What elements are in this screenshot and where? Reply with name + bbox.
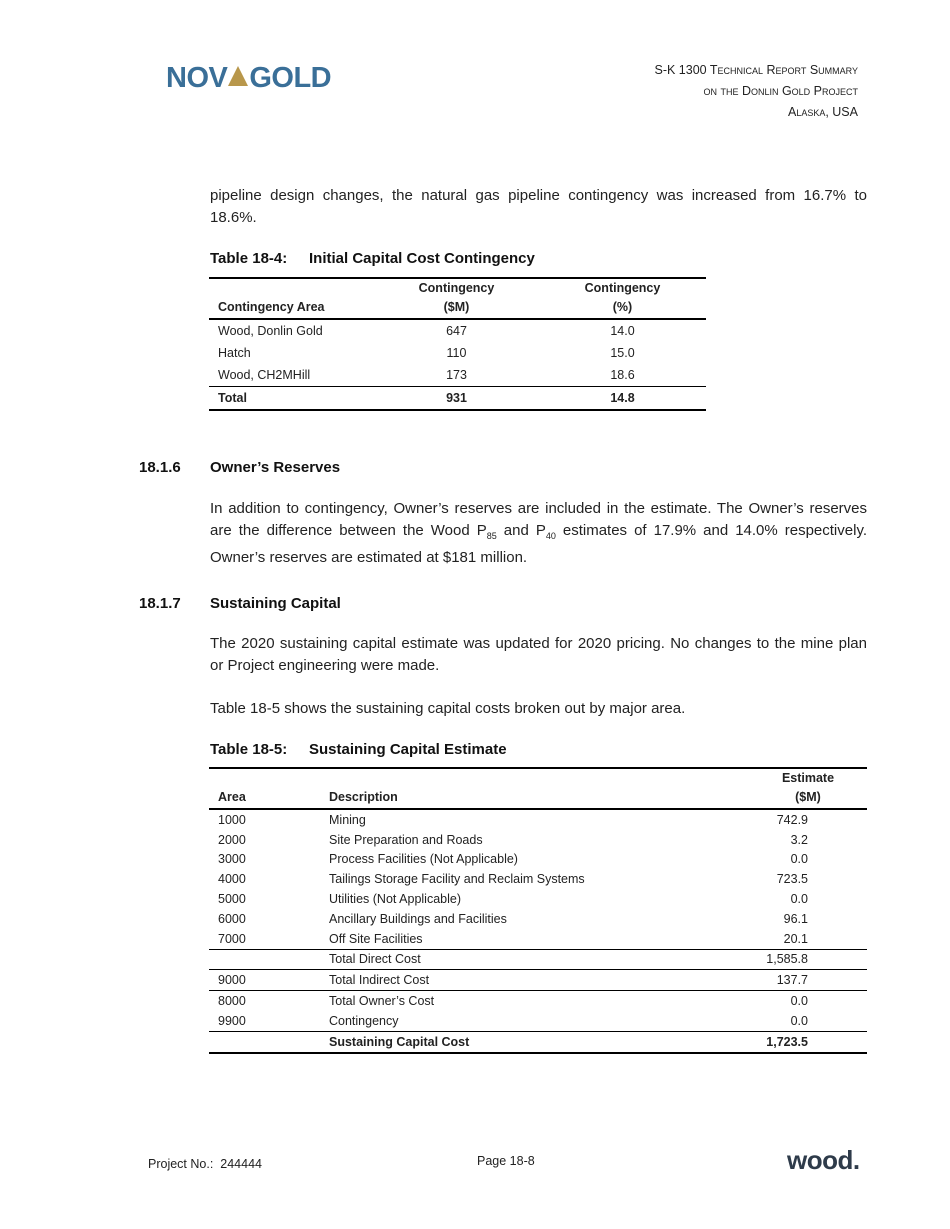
table-18-4-title: Initial Capital Cost Contingency [309,250,535,267]
cell-pct: 14.8 [539,387,706,411]
header-title-line1: S-K 1300 Technical Report Summary [654,63,858,77]
table-row: 3000 Process Facilities (Not Applicable) 0.0 [218,852,808,867]
section-title: Sustaining Capital [210,595,341,612]
sustaining-paragraph-1: The 2020 sustaining capital estimate was updated for 2020 pricing. No changes to the mine plan or Project engineering were made. [210,635,867,674]
cell-area: Wood, CH2MHill [218,368,311,382]
wood-logo: wood. [787,1145,860,1175]
col-header-pct: Contingency (%) [539,278,706,319]
sustaining-paragraph-2: Table 18-5 shows the sustaining capital costs broken out by major area. [210,700,686,717]
table-row [209,319,706,342]
table-row: 9900 Contingency 0.0 [218,1013,808,1028]
cell-cost: 647 [446,324,467,338]
section-number: 18.1.6 [139,459,181,476]
table-header-row [209,768,867,809]
cell-cost: 173 [446,368,467,382]
owners-reserves-paragraph: In addition to contingency, Owner’s reserves are included in the estimate. The Owner’s reserves are the difference between the Wood $P_{85}$ and $P_{40}$ estimates of 17.9% and 14.0% respectively. Owner’s reserves are estimated at $181 million. [210,500,867,566]
cell-pct: 15.0 [610,346,635,360]
cell-pct: 14.0 [610,324,635,338]
table-row [209,342,706,364]
table-18-5-title: Sustaining Capital Estimate [309,741,507,758]
sustaining-capital-table [209,767,867,1054]
table-row [209,364,706,387]
table-row: 9000 Total Indirect Cost 137.7 [209,970,867,991]
table-subtotal-row: Total Direct Cost 1,585.8 [209,949,867,970]
table-18-5-caption [210,741,507,758]
table-header-row [209,278,706,319]
cell-area: Wood, Donlin Gold [218,324,323,338]
table-row: 5000 Utilities (Not Applicable) 0.0 [218,892,808,907]
col-header-estimate: Estimate ($M) [749,768,867,809]
cell-cost: 110 [446,346,467,360]
report-header [655,60,859,123]
logo-triangle-icon [228,66,248,86]
section-title: Owner’s Reserves [210,459,341,476]
cell-pct: 18.6 [610,368,635,382]
col-header-area: Area [209,768,329,809]
header-title-line2: on the Donlin Gold Project [703,84,858,98]
table-total-row: Sustaining Capital Cost 1,723.5 [209,1031,867,1052]
table-row: 4000 Tailings Storage Facility and Reclaim Systems 723.5 [218,872,808,887]
col-header-cost: Contingency ($M) [374,278,539,319]
table-18-4-number: Table 18-4: [210,250,288,267]
cell-area: Hatch [218,346,251,360]
cell-cost: 931 [374,387,539,411]
intro-paragraph: pipeline design changes, the natural gas pipeline contingency was increased from 16.7% to 18.6%. [210,187,867,226]
table-row: 2000 Site Preparation and Roads 3.2 [218,832,808,847]
table-total-row [209,387,706,411]
novagold-logo: NOV GOLD [166,62,332,94]
page-number: Page 18-8 [477,1154,535,1168]
col-header-area: Contingency Area [209,278,374,319]
contingency-table [209,277,706,411]
header-title-line3: Alaska, USA [787,105,858,119]
table-18-4-caption [210,250,535,267]
table-18-5-number: Table 18-5: [210,741,288,758]
cell-area: Total [209,387,374,411]
table-row: 8000 Total Owner’s Cost 0.0 [209,991,867,1011]
section-number: 18.1.7 [139,595,181,612]
col-header-description: Description [329,768,749,809]
project-number: Project No.: 244444 [148,1157,262,1171]
table-row: 6000 Ancillary Buildings and Facilities 96.1 [218,911,808,926]
table-row: 1000 Mining 742.9 [218,812,808,827]
table-row: 7000 Off Site Facilities 20.1 [218,931,808,946]
